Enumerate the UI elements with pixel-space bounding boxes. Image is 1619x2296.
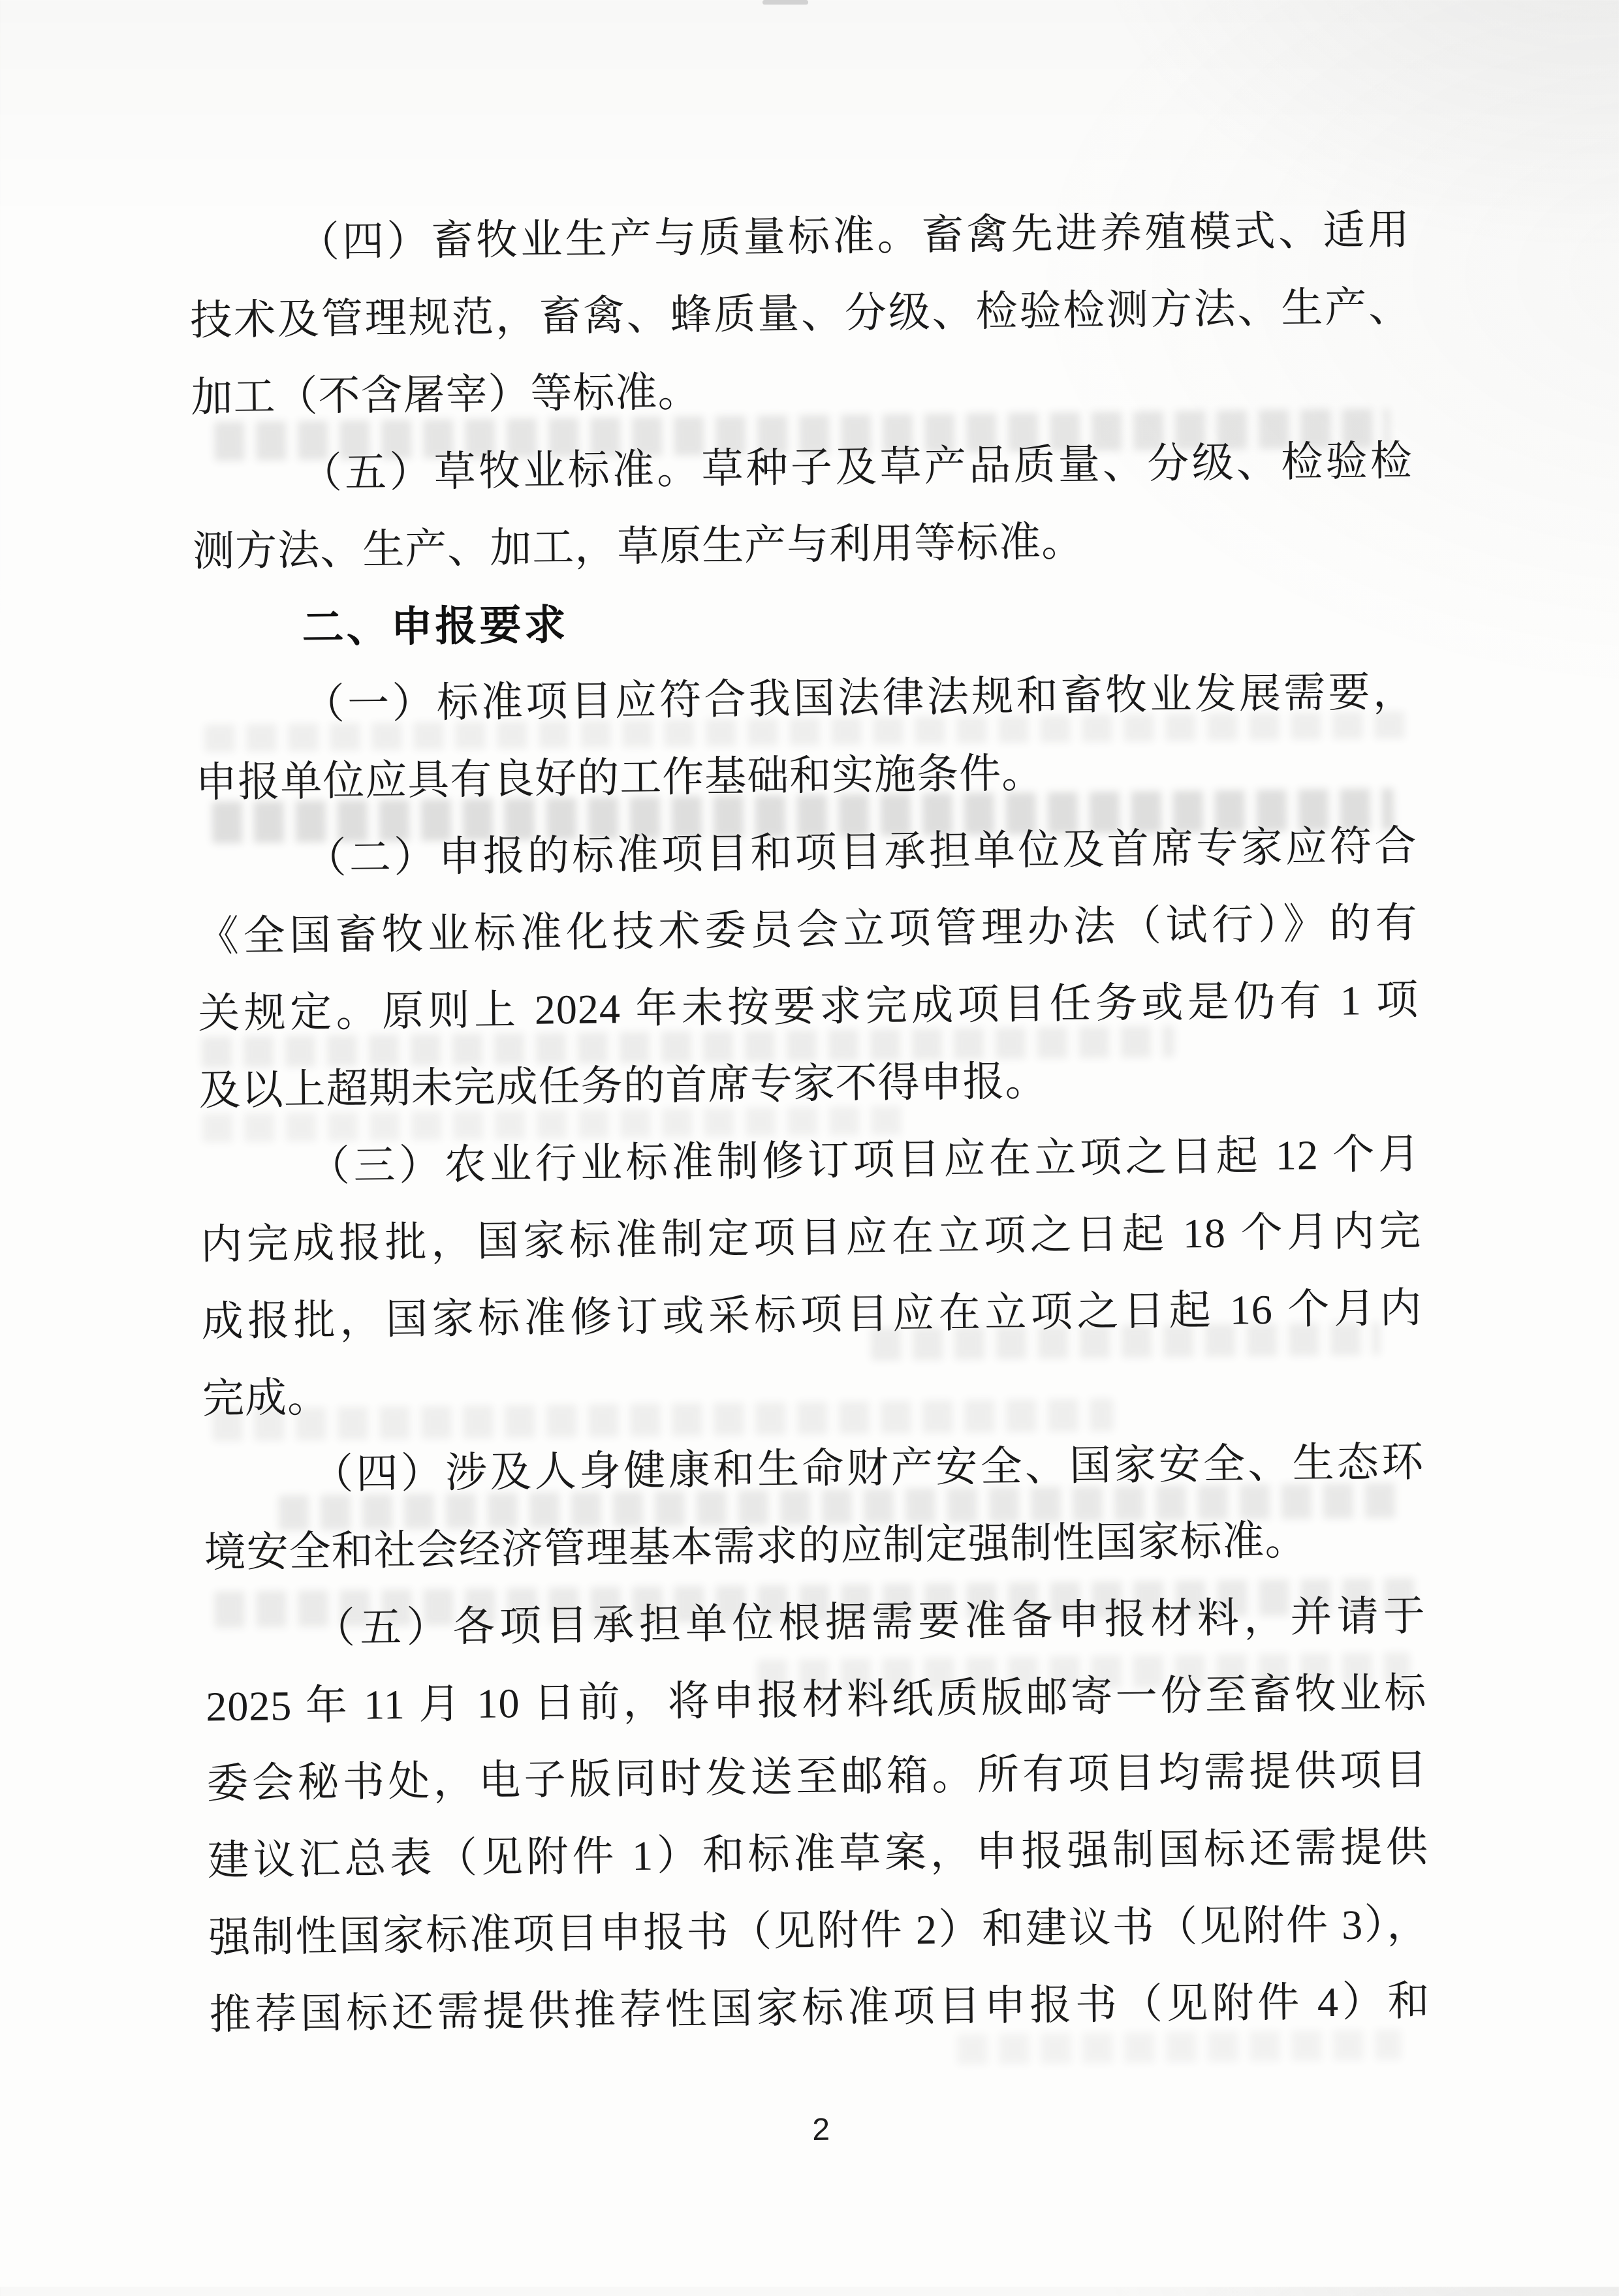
text-line: 完成。 (202, 1374, 330, 1422)
scanner-edge-artifact (762, 0, 808, 5)
text-line: 境安全和社会经济管理基本需求的应制定强制性国家标准。 (204, 1517, 1308, 1576)
text-line: 2025 年 11 月 10 日前，将申报材料纸质版邮寄一份至畜牧业标 (205, 1669, 1427, 1730)
section-heading: 二、申报要求 (302, 601, 569, 651)
text-line: 内完成报批，国家标准制定项目应在立项之日起 18 个月内完 (200, 1207, 1422, 1268)
page-number: 2 (812, 2112, 830, 2148)
text-line: 关规定。原则上 2024 年未按要求完成项目任务或是仍有 1 项 (197, 976, 1419, 1037)
text-line: 及以上超期未完成任务的首席专家不得申报。 (198, 1057, 1048, 1114)
text-line: 加工（不含屠宰）等标准。 (191, 368, 700, 421)
text-line: （四）涉及人身健康和生命财产安全、国家安全、生态环 (311, 1438, 1424, 1498)
text-line: 《全国畜牧业标准化技术委员会立项管理办法（试行）》的有 (196, 899, 1419, 960)
text-line: 建议汇总表（见附件 1）和标准草案，申报强制国标还需提供 (207, 1823, 1429, 1884)
text-line: （四）畜牧业生产与质量标准。畜禽先进养殖模式、适用 (297, 206, 1411, 266)
text-line: （一）标准项目应符合我国法律法规和畜牧业发展需要， (302, 668, 1416, 728)
text-line: 成报批，国家标准修订或采标项目应在立项之日起 16 个月内 (201, 1284, 1423, 1345)
text-line: 技术及管理规范，畜禽、蜂质量、分级、检验检测方法、生产、 (189, 283, 1411, 344)
text-line: （三）农业行业标准制修订项目应在立项之日起 12 个月 (307, 1130, 1421, 1190)
text-line: 强制性国家标准项目申报书（见附件 2）和建议书（见附件 3）， (208, 1900, 1430, 1961)
text-line: （五）各项目承担单位根据需要准备申报材料，并请于 (313, 1592, 1426, 1652)
text-line: （五）草牧业标准。草种子及草产品质量、分级、检验检 (300, 437, 1413, 497)
text-line: 推荐国标还需提供推荐性国家标准项目申报书（见附件 4）和 (209, 1978, 1430, 2038)
document-body (189, 191, 1430, 2053)
text-line: （二）申报的标准项目和项目承担单位及首席专家应符合 (304, 822, 1417, 882)
text-line: 测方法、生产、加工，草原生产与利用等标准。 (192, 518, 1084, 575)
text-line: 委会秘书处，电子版同时发送至邮箱。所有项目均需提供项目 (206, 1746, 1428, 1807)
text-line: 申报单位应具有良好的工作基础和实施条件。 (195, 749, 1045, 806)
